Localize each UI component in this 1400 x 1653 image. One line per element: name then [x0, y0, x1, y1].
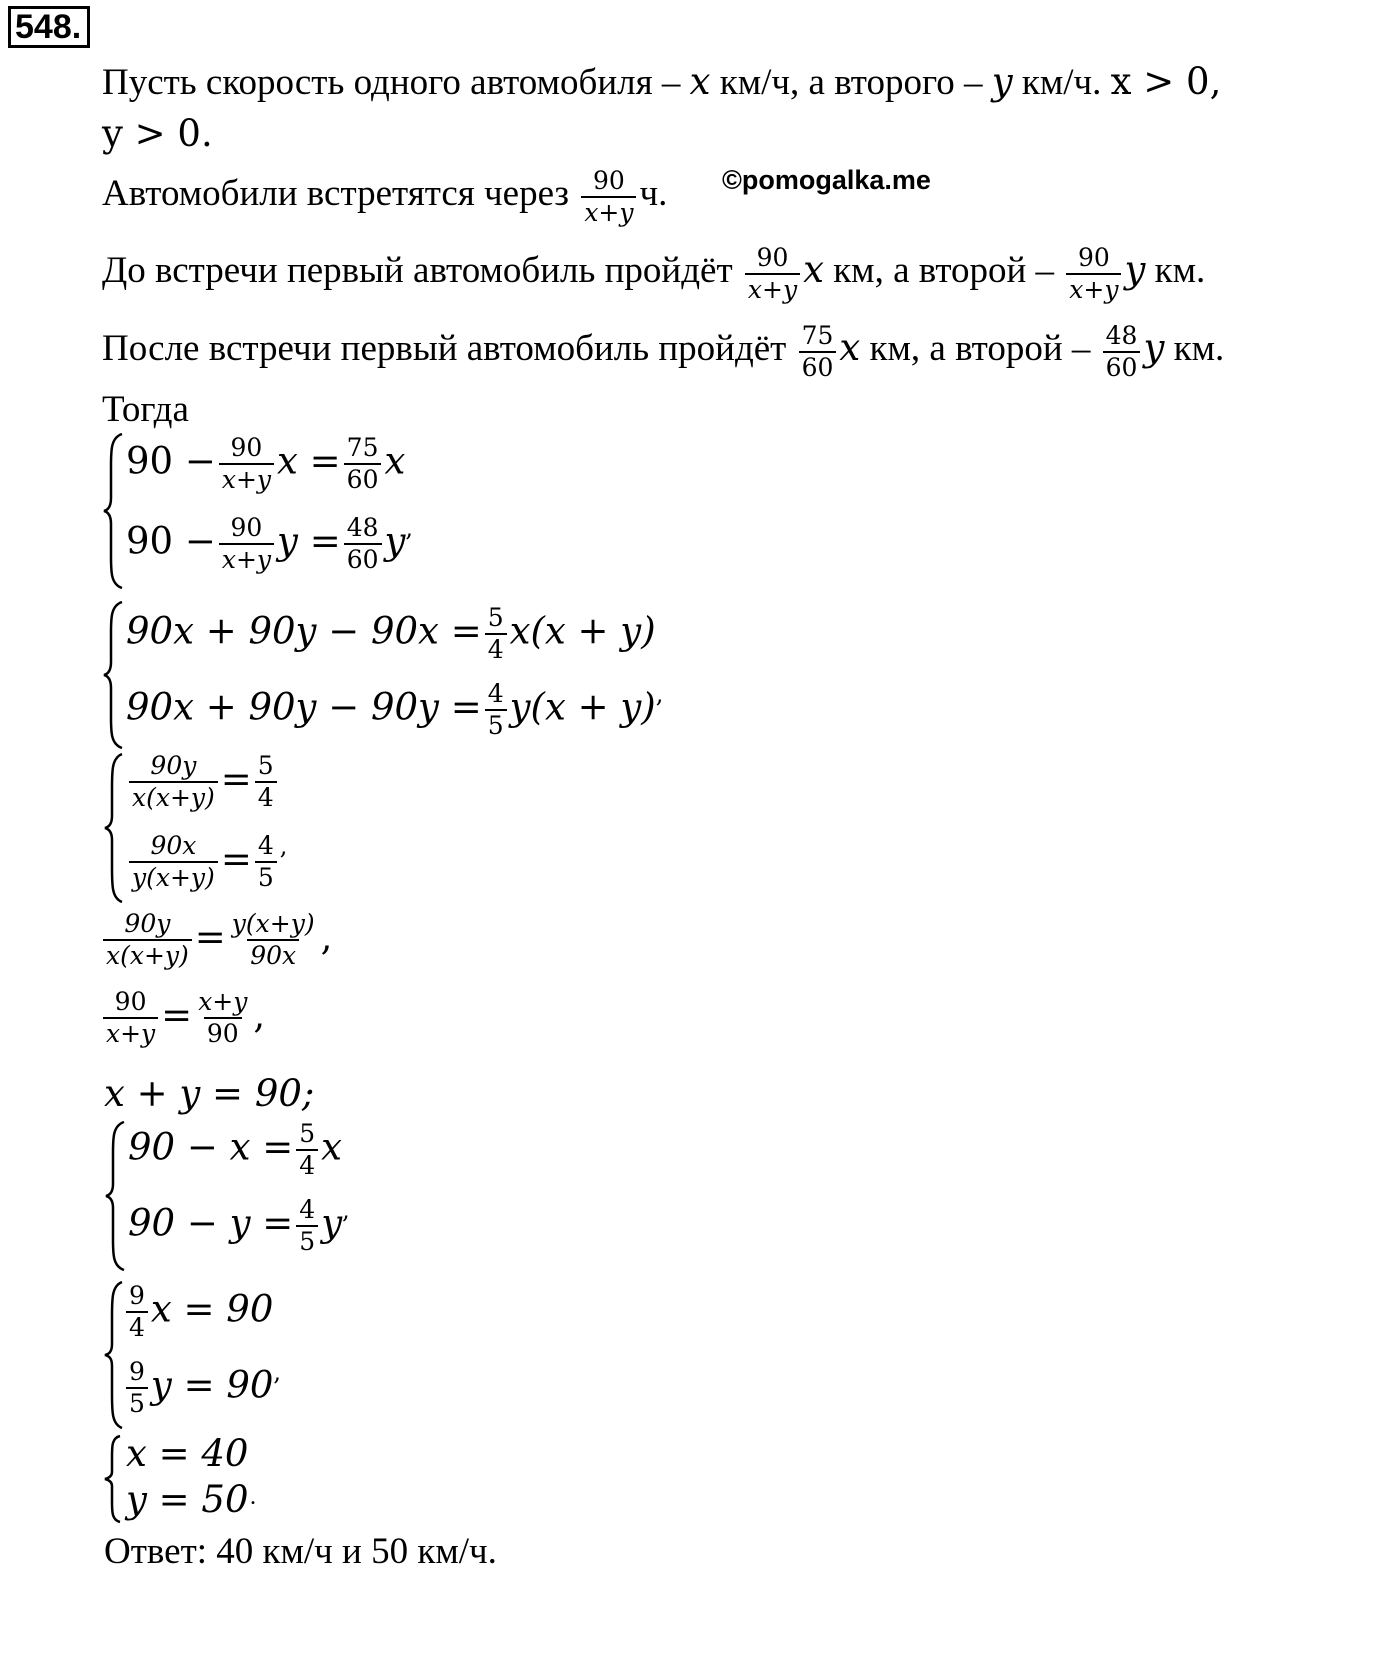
period: . [250, 1484, 256, 1510]
expr: 90x + 90y − 90x = [126, 609, 482, 653]
answer: Ответ: 40 км/ч и 50 км/ч. [104, 1531, 497, 1572]
brace-icon [104, 1120, 126, 1272]
before-end: км. [1145, 250, 1206, 291]
expr: 90x + 90y − 90y = [126, 685, 482, 729]
fraction-numerator: 90 [592, 165, 625, 195]
brace-icon [102, 1434, 124, 1524]
expr: 90 − [126, 439, 216, 483]
var-y: y [1124, 248, 1146, 291]
fraction-numerator: x+y [198, 987, 248, 1016]
fraction-denominator: 4 [255, 781, 277, 812]
fraction-denominator: x+y [581, 196, 636, 227]
fraction [485, 604, 507, 664]
equals: = [194, 915, 226, 959]
fraction-denominator: 60 [344, 543, 382, 574]
fraction-denominator: 90 [204, 1017, 242, 1048]
fraction-denominator: x(x+y) [129, 781, 218, 812]
fraction-numerator: 4 [487, 679, 504, 708]
equals: = [161, 993, 193, 1037]
expr: x [384, 439, 406, 483]
fraction-denominator: 5 [126, 1387, 148, 1418]
comma: , [279, 832, 288, 860]
system-line: x = 40 [126, 1432, 249, 1475]
equals: = [220, 757, 252, 801]
system-6 [102, 1434, 302, 1524]
system-1 [102, 432, 522, 590]
fraction [344, 514, 382, 574]
intro-text: Пусть скорость одного автомобиля – [102, 62, 690, 103]
system-line [126, 514, 413, 574]
fraction [745, 244, 800, 304]
fraction-numerator: 90 [1077, 242, 1110, 272]
after-line [102, 312, 1224, 385]
fraction [126, 1358, 148, 1418]
fraction [103, 910, 192, 970]
var-x: x [689, 60, 711, 103]
expr: y = [277, 519, 341, 563]
fraction-denominator: x+y [1066, 273, 1121, 304]
comma: , [253, 993, 266, 1037]
expr: y [384, 519, 406, 563]
system-4 [104, 1120, 404, 1272]
system-line [126, 434, 405, 494]
fraction [485, 680, 507, 740]
fraction-denominator: 4 [126, 1311, 148, 1342]
expr: x = [277, 439, 341, 483]
before-mid: км, а второй – [823, 250, 1064, 291]
fraction [255, 832, 277, 892]
intro-mid: км/ч, а второго – [710, 62, 992, 103]
var-y: y [1143, 326, 1165, 369]
after-mid: км, а второй – [860, 328, 1100, 369]
fraction-denominator: y(x+y) [129, 861, 218, 892]
fraction [129, 752, 218, 812]
fraction [581, 167, 636, 227]
expr: 90 − [126, 519, 216, 563]
fraction-denominator: 60 [1103, 351, 1141, 382]
equation-4 [100, 910, 332, 970]
comma: , [273, 1358, 282, 1386]
fraction [1066, 244, 1121, 304]
brace-icon [102, 752, 124, 904]
fraction-denominator: 60 [344, 463, 382, 494]
watermark: ©pomogalka.me [722, 165, 931, 195]
system-line [126, 680, 663, 740]
fraction [195, 988, 250, 1048]
fraction-numerator: 75 [801, 320, 834, 350]
fraction-numerator: 4 [299, 1195, 316, 1224]
equation-6: x + y = 90; [104, 1072, 315, 1115]
fraction-denominator: x+y [219, 463, 274, 494]
fraction [126, 1282, 148, 1342]
meet-text: Автомобили встретятся через [102, 173, 579, 214]
fraction-numerator: 90y [150, 751, 197, 780]
fraction [129, 832, 218, 892]
before-line [102, 234, 1205, 307]
fraction-numerator: 48 [1105, 320, 1138, 350]
fraction-numerator: 75 [346, 433, 379, 462]
fraction-denominator: 4 [296, 1149, 318, 1180]
expr: y(x + y) [509, 685, 656, 729]
fraction-numerator: 9 [129, 1357, 145, 1386]
system-line [126, 1358, 281, 1418]
fraction [103, 988, 158, 1048]
then-label: Тогда [102, 389, 189, 430]
fraction-numerator: 5 [487, 603, 504, 632]
fraction-denominator: x+y [103, 1017, 158, 1048]
after-text: После встречи первый автомобиль пройдёт [102, 328, 796, 369]
system-2 [102, 600, 722, 750]
fraction [296, 1196, 318, 1256]
expr: x(x + y) [509, 609, 656, 653]
system-line [126, 1282, 273, 1342]
brace-icon [102, 600, 124, 750]
expr: 90 − x = [128, 1125, 294, 1169]
brace-icon [102, 432, 124, 590]
comma: , [405, 514, 414, 542]
fraction-numerator: 5 [299, 1119, 316, 1148]
after-end: км. [1164, 328, 1225, 369]
brace-icon [102, 1280, 124, 1430]
fraction [255, 752, 277, 812]
equals: = [220, 837, 252, 881]
fraction-numerator: y(x+y) [231, 909, 315, 938]
expr: y [321, 1201, 343, 1245]
system-line [126, 604, 656, 664]
fraction [296, 1120, 318, 1180]
fraction-numerator: 4 [257, 831, 274, 860]
fraction [1103, 322, 1141, 382]
intro-end: км/ч. [1012, 62, 1111, 103]
comma: , [342, 1196, 350, 1224]
var-x: x [803, 248, 824, 291]
equation-5 [100, 988, 265, 1048]
fraction [344, 434, 382, 494]
fraction-denominator: x+y [745, 273, 800, 304]
fraction-numerator: 5 [257, 751, 274, 780]
meet-line [102, 158, 667, 230]
system-line [126, 752, 280, 812]
fraction-denominator: 5 [485, 709, 507, 740]
meet-unit: ч. [639, 173, 668, 214]
system-line [128, 1120, 342, 1180]
expr: x [321, 1125, 343, 1169]
condition-y: y > 0. [102, 112, 213, 155]
expr: x = 90 [150, 1287, 274, 1331]
system-line: y = 50 [126, 1478, 249, 1521]
comma: , [320, 915, 333, 959]
fraction-denominator: 4 [485, 633, 507, 664]
expr: y = 90 [150, 1363, 274, 1407]
var-x: x [839, 326, 861, 369]
fraction-numerator: 90x [150, 831, 197, 860]
problem-number: 548. [8, 6, 90, 48]
var-y: y [991, 60, 1013, 103]
fraction-denominator: x(x+y) [103, 939, 192, 970]
comma: , [655, 680, 664, 708]
fraction-denominator: 90x [247, 939, 299, 970]
fraction [799, 322, 837, 382]
system-line [128, 1196, 350, 1256]
intro-line-1 [102, 60, 1221, 105]
fraction [229, 910, 318, 970]
fraction-denominator: x+y [219, 543, 274, 574]
system-line [126, 832, 287, 892]
fraction-numerator: 90 [114, 987, 147, 1016]
fraction-numerator: 48 [346, 513, 379, 542]
fraction-denominator: 60 [799, 351, 837, 382]
system-5 [102, 1280, 342, 1430]
system-3 [102, 752, 362, 904]
fraction-numerator: 90 [230, 433, 263, 462]
fraction-numerator: 9 [129, 1281, 145, 1310]
fraction [219, 434, 274, 494]
fraction-numerator: 90 [230, 513, 263, 542]
fraction-numerator: 90 [756, 242, 789, 272]
fraction-denominator: 5 [296, 1225, 318, 1256]
before-text: До встречи первый автомобиль пройдёт [102, 250, 742, 291]
condition-x: x > 0, [1110, 60, 1222, 103]
fraction [219, 514, 274, 574]
expr: 90 − y = [128, 1201, 294, 1245]
fraction-numerator: 90y [124, 909, 171, 938]
fraction-denominator: 5 [255, 861, 277, 892]
